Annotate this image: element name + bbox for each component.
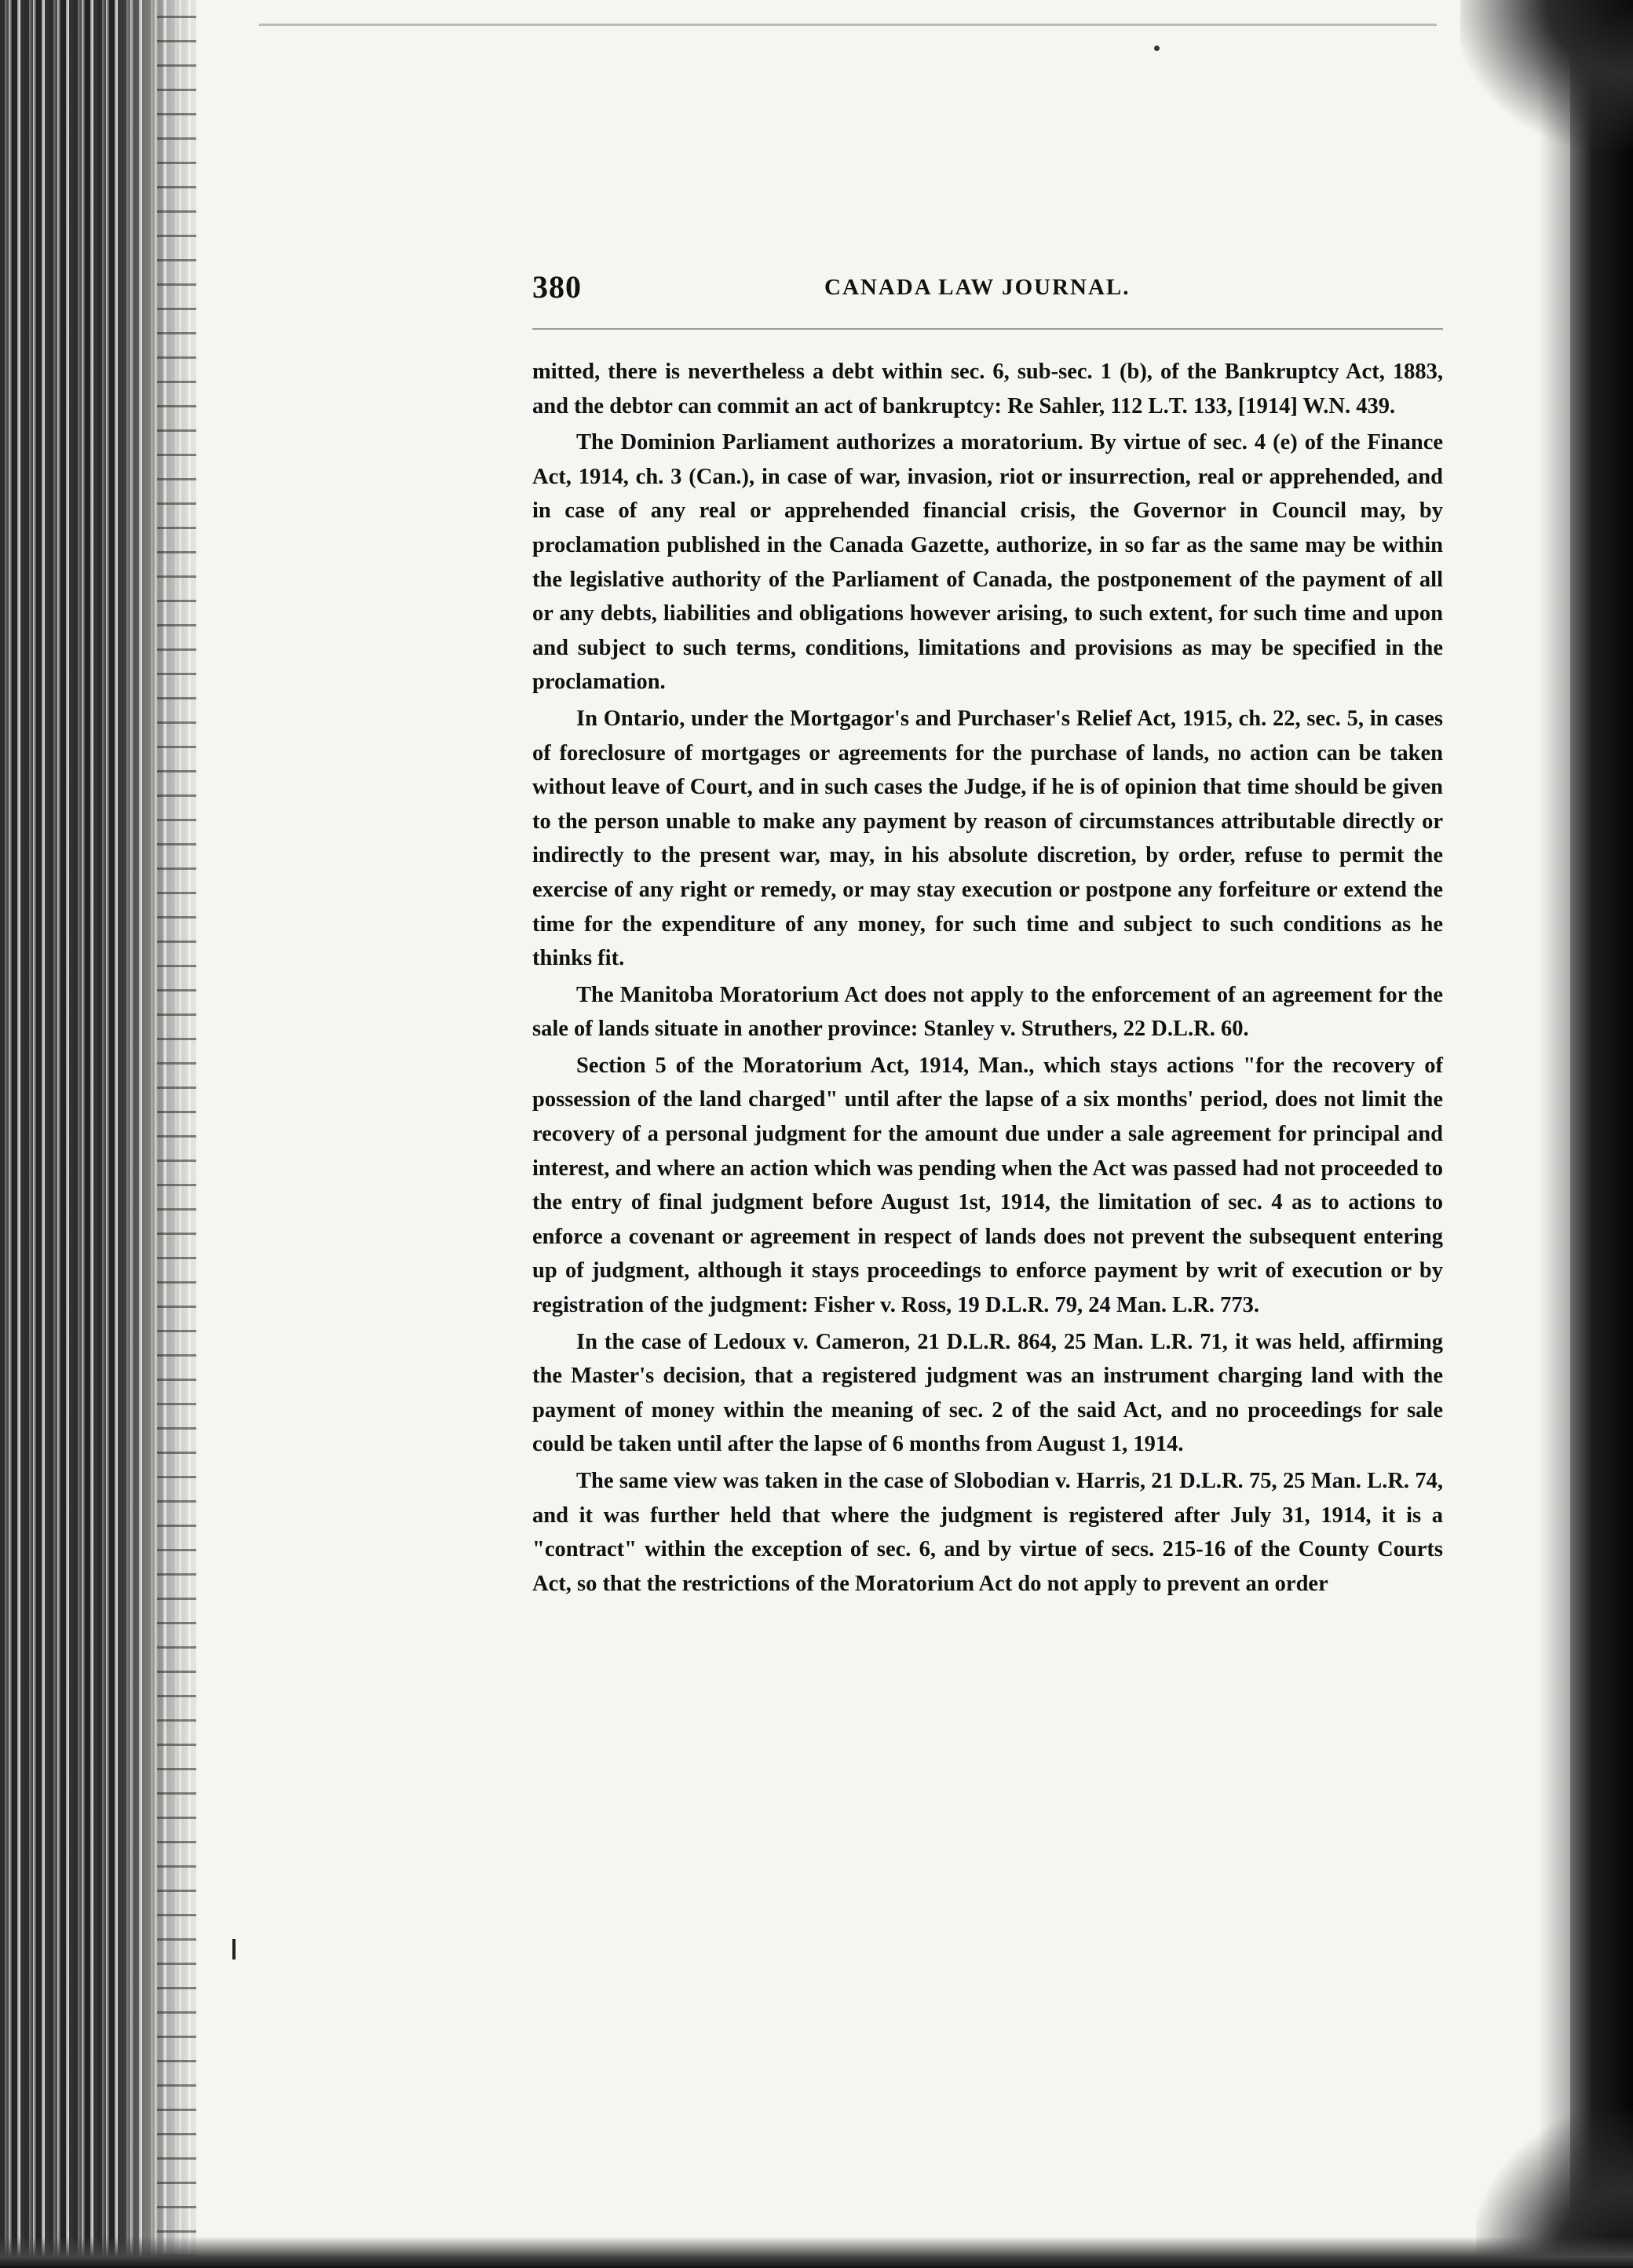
binding-speckle <box>157 0 196 2268</box>
scan-speck <box>1154 46 1160 51</box>
header-rule <box>532 328 1443 330</box>
scan-mark <box>232 1939 236 1959</box>
paragraph-ledoux-cameron: In the case of Ledoux v. Cameron, 21 D.L.R. 864, 25 Man. L.R. 71, it was held, affirming the Master's decision, that a registered judgment was an instrument charging land with the payment of money within the meaning of sec. 2 of the said Act, and no proceedings for sale could be taken until after the lapse of 6 months from August 1, 1914. <box>532 1329 1443 1457</box>
body-text <box>532 355 1443 1601</box>
paragraph-section-5: Section 5 of the Moratorium Act, 1914, Man., which stays actions "for the recovery of possession of the land charged" until after the lapse of a six months' period, does not limit the recovery of a personal judgment for the amount due under a sale agreement for principal and interest, and where an action which was pending when the Act was passed had not proceeded to the entry of final judgment before August 1st, 1914, the limitation of sec. 4 as to actions to enforce a covenant or agreement in respect of lands does not prevent the subsequent entering up of judgment, although it stays proceedings to enforce payment by writ of execution or by registration of the judgment: Fisher v. Ross, 19 D.L.R. 79, 24 Man. L.R. 773. <box>532 1053 1443 1318</box>
scan-top-line <box>259 24 1437 26</box>
journal-title: CANADA LAW JOURNAL. <box>824 275 1131 300</box>
paragraph-slobodian-harris: The same view was taken in the case of Slobodian v. Harris, 21 D.L.R. 75, 25 Man. L.R. 74, and it was further held that where the judgment is registered after July 31, 1914, it is a "contract" within the exception of sec. 6, and by virtue of secs. 215-16 of the County Courts Act, so that the restrictions of the Moratorium Act do not apply to prevent an order <box>532 1469 1443 1596</box>
paragraph-dominion-moratorium: The Dominion Parliament authorizes a moratorium. By virtue of sec. 4 (e) of the Finance Act, 1914, ch. 3 (Can.), in case of war, invasion, riot or insurrection, real or apprehended, and in case of any real or apprehended financial crisis, the Governor in Council may, by proclamation published in the Canada Gazette, authorize, in so far as the same may be within the legislative authority of the Parliament of Canada, the postponement of the payment of all or any debts, liabilities and obligations however arising, to such extent, for such time and upon and subject to such terms, conditions, limitations and provisions as may be specified in the proclamation. <box>532 430 1443 695</box>
page-number: 380 <box>532 269 582 305</box>
right-edge-shadow <box>1570 0 1633 2268</box>
running-header <box>532 268 1443 308</box>
paragraph-continuation: mitted, there is nevertheless a debt within sec. 6, sub-sec. 1 (b), of the Bankruptcy Act, 1883, and the debtor can commit an act of bankruptcy: Re Sahler, 112 L.T. 133, [1914] W.N. 439. <box>532 360 1443 418</box>
bottom-edge-shadow <box>0 2237 1633 2268</box>
paragraph-ontario-relief-act: In Ontario, under the Mortgagor's and Purchaser's Relief Act, 1915, ch. 22, sec. 5, in cases of foreclosure of mortgages or agreements for the purchase of lands, no action can be taken without leave of Court, and in such cases the Judge, if he is of opinion that time should be given to the person unable to make any payment by reason of circumstances attributable directly or indirectly to the present war, may, in his absolute discretion, by order, refuse to permit the exercise of any right or remedy, or may stay execution or postpone any forfeiture or extend the time for the expenditure of any money, for such time and subject to such conditions as he thinks fit. <box>532 706 1443 971</box>
right-corner-top-shadow <box>1460 0 1633 149</box>
paragraph-manitoba-moratorium: The Manitoba Moratorium Act does not apply to the enforcement of an agreement for the sale of lands situate in another province: Stanley v. Struthers, 22 D.L.R. 60. <box>532 982 1443 1042</box>
right-edge-fade <box>1539 0 1570 2268</box>
